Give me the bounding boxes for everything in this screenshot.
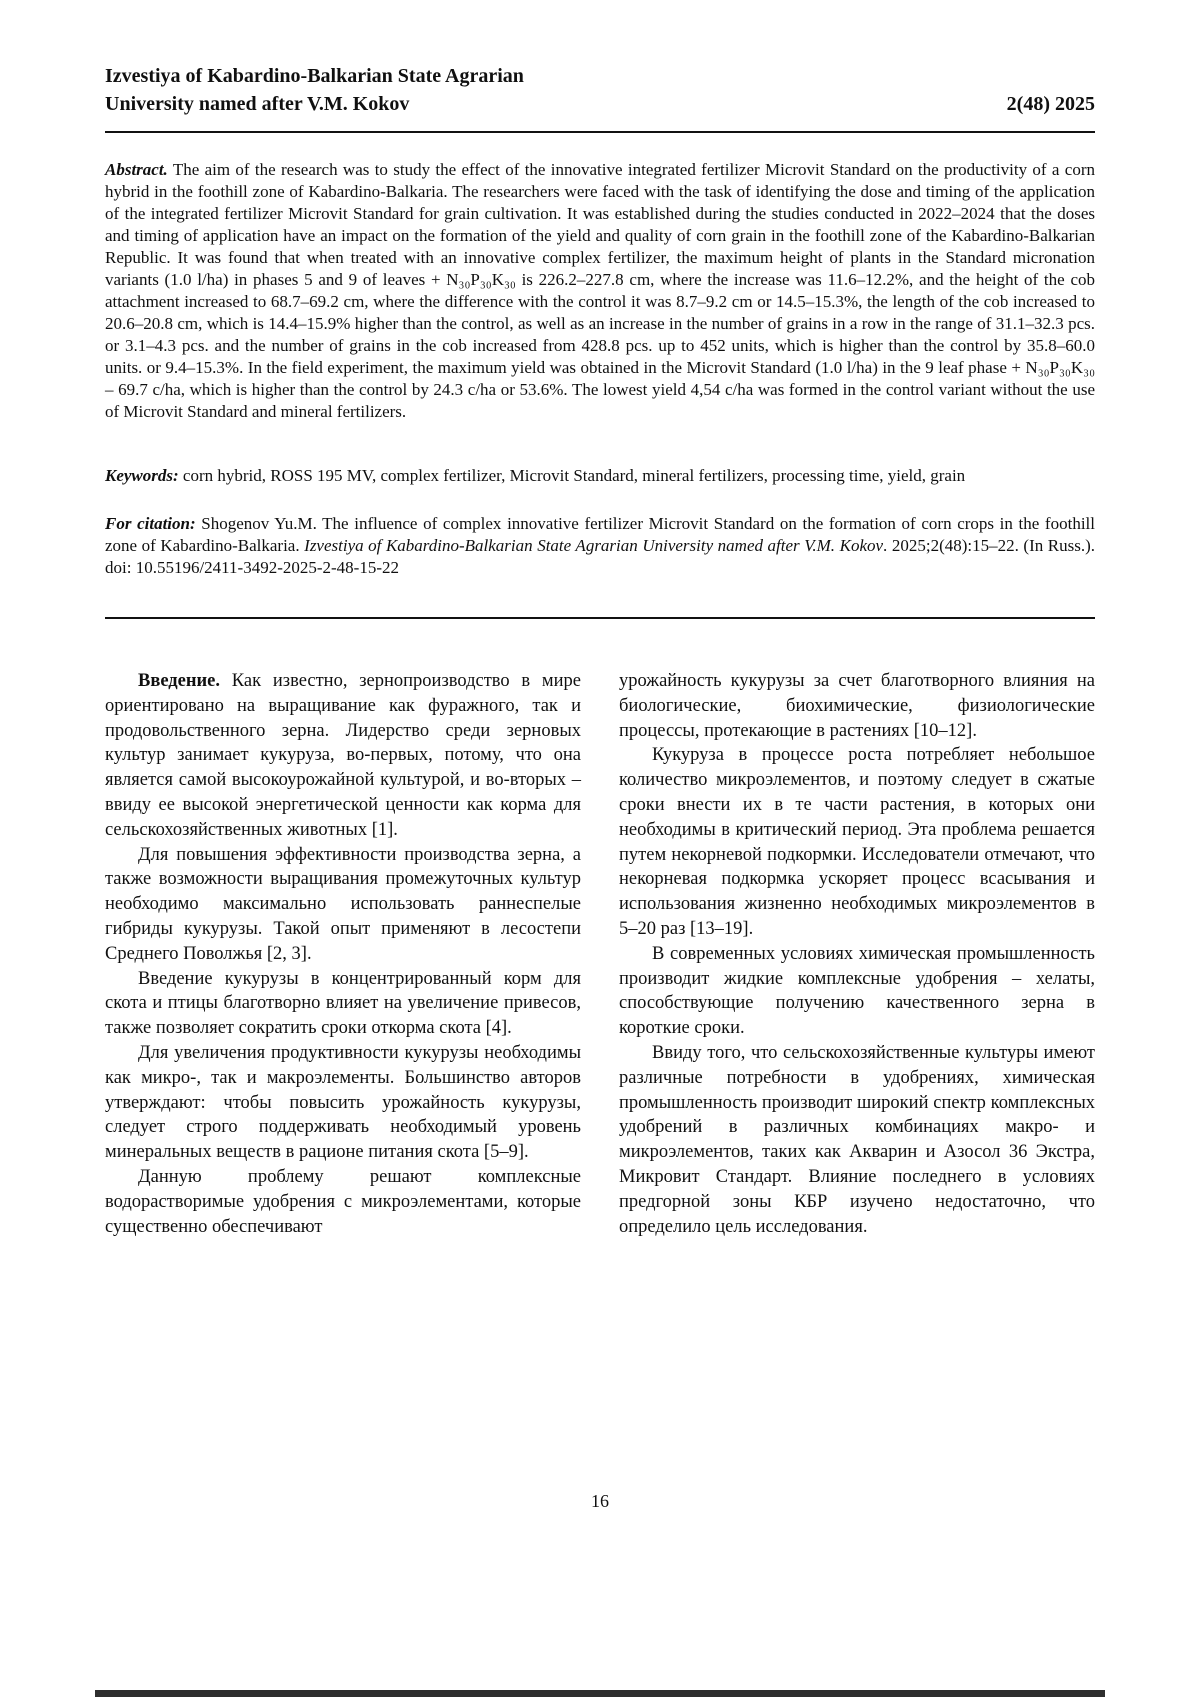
body-columns bbox=[105, 669, 1095, 1239]
right-column bbox=[619, 669, 1095, 1239]
intro-text: Как известно, зернопроизводство в мире ориентировано на выращивание как фуражного, так и продовольственного зерна. Лидерство среди зерновых культур занимает кукуруза, во-первых, потому, что она является самой высокоурожайной культурой, и во-вторых – ввиду ее высокой энергетической ценности как корма для сельскохозяйственных животных [1]. bbox=[105, 671, 581, 840]
citation-journal-title: Izvestiya of Kabardino-Balkarian State Agrarian University named after V.M. Kokov bbox=[304, 536, 884, 555]
section-rule bbox=[105, 617, 1095, 619]
journal-page bbox=[105, 0, 1095, 1239]
issue-number: 2(48) 2025 bbox=[1006, 93, 1095, 115]
journal-title-row bbox=[105, 90, 1095, 118]
journal-title-line2: University named after V.M. Kokov bbox=[105, 93, 410, 115]
body-paragraph: В современных условиях химическая промышленность производит жидкие комплексные удобрения – хелаты, способствующие получению качественного зерна в короткие сроки. bbox=[619, 943, 1095, 1039]
abstract-paragraph bbox=[105, 159, 1095, 423]
left-column bbox=[105, 669, 581, 1239]
page-footer bbox=[0, 1490, 1200, 1512]
intro-paragraph bbox=[105, 669, 581, 843]
abstract-text: The aim of the research was to study the effect of the innovative integrated fertilizer Microvit Standard on the productivity of a corn hybrid in the foothill zone of Kabardino-Balkaria. The researchers were faced with the task of identifying the dose and timing of the application of the integrated fertilizer Microvit Standard for grain cultivation. It was established during the studies conducted in 2022–2024 that the doses and timing of application have an impact on the formation of the yield and quality of corn grain in the foothill zone of the Kabardino-Balkarian Republic. It was found that when treated with an innovative complex fertilizer, the maximum height of plants in the Standard micronation variants (1.0 l/ha) in phases 5 and 9 of leaves + N₃₀P₃₀K₃₀ is 226.2–227.8 cm, where the increase was 11.6–12.2%, and the height of the cob attachment increased to 68.7–69.2 cm, where the difference with the control it was 8.7–9.2 cm or 14.5–15.3%, the length of the cob increased to 20.6–20.8 cm, which is 14.4–15.9% higher than the control, as well as an increase in the number of grains in a row in the range of 31.1–32.3 pcs. or 3.1–4.3 pcs. and the number of grains in the cob increased from 428.8 pcs. up to 452 units, which is higher than the control by 35.8–60.0 units. or 9.4–15.3%. In the field experiment, the maximum yield was obtained in the Microvit Standard (1.0 l/ha) in the 9 leaf phase + N₃₀P₃₀K₃₀ – 69.7 c/ha, which is higher than the control by 24.3 c/ha or 53.6%. The lowest yield 4,54 c/ha was formed in the control variant without the use of Microvit Standard and mineral fertilizers. bbox=[105, 160, 1095, 421]
keywords-label: Keywords: bbox=[105, 466, 179, 485]
body-paragraph: урожайность кукурузы за счет благотворного влияния на биологические, биохимические, физиологические процессы, протекающие в растениях [10–12]. bbox=[619, 671, 1095, 741]
header-rule bbox=[105, 131, 1095, 133]
body-paragraph: Для увеличения продуктивности кукурузы необходимы как микро-, так и макроэлементы. Большинство авторов утверждают: чтобы повысить урожайность кукурузы, следует строго поддерживать необходимый уровень минеральных веществ в рационе питания скота [5–9]. bbox=[105, 1042, 581, 1163]
citation-paragraph bbox=[105, 513, 1095, 579]
body-paragraph: Введение кукурузы в концентрированный корм для скота и птицы благотворно влияет на увеличение привесов, также позволяет сократить сроки откорма скота [4]. bbox=[105, 968, 581, 1039]
keywords-paragraph bbox=[105, 465, 1095, 487]
citation-text: Shogenov Yu.M. The influence of complex innovative fertilizer Microvit Standard on the formation of corn crops in the foothill zone of Kabardino-Balkaria. bbox=[105, 514, 1095, 555]
journal-header bbox=[105, 62, 1095, 133]
next-page-edge bbox=[95, 1690, 1105, 1697]
abstract-label: Abstract. bbox=[105, 160, 168, 179]
keywords-text: corn hybrid, ROSS 195 MV, complex fertilizer, Microvit Standard, mineral fertilizers, processing time, yield, grain bbox=[178, 466, 966, 485]
body-paragraph: Данную проблему решают комплексные водорастворимые удобрения с микроэлементами, которые существенно обеспечивают bbox=[105, 1166, 581, 1237]
page-number: 16 bbox=[591, 1491, 609, 1511]
citation-label: For citation: bbox=[105, 514, 196, 533]
body-paragraph: Для повышения эффективности производства зерна, а также возможности выращивания промежуточных культур необходимо максимально использовать раннеспелые гибриды кукурузы. Такой опыт применяют в лесостепи Среднего Поволжья [2, 3]. bbox=[105, 844, 581, 964]
body-paragraph: Ввиду того, что сельскохозяйственные культуры имеют различные потребности в удобрениях, химическая промышленность производит широкий спектр комплексных удобрений в различных комбинациях макро- и микроэлементов, таких как Акварин и Азосол 36 Экстра, Микровит Стандарт. Влияние последнего в условиях предгорной зоны КБР изучено недостаточно, что определило цель исследования. bbox=[619, 1042, 1095, 1237]
journal-title-line1: Izvestiya of Kabardino-Balkarian State Agrarian bbox=[105, 65, 524, 87]
body-paragraph: Кукуруза в процессе роста потребляет небольшое количество микроэлементов, и поэтому следует в сжатые сроки внести их в те части растения, в которых они необходимы в критический период. Эта проблема решается путем некорневой подкормки. Исследователи отмечают, что некорневая подкормка ускоряет процесс всасывания и использования жизненно необходимых микроэлементов в 5–20 раз [13–19]. bbox=[619, 745, 1095, 939]
intro-label: Введение. bbox=[138, 671, 221, 691]
citation-doi-text: . 2025;2(48):15–22. (In Russ.). doi: 10.55196/2411-3492-2025-2-48-15-22 bbox=[105, 536, 1096, 577]
